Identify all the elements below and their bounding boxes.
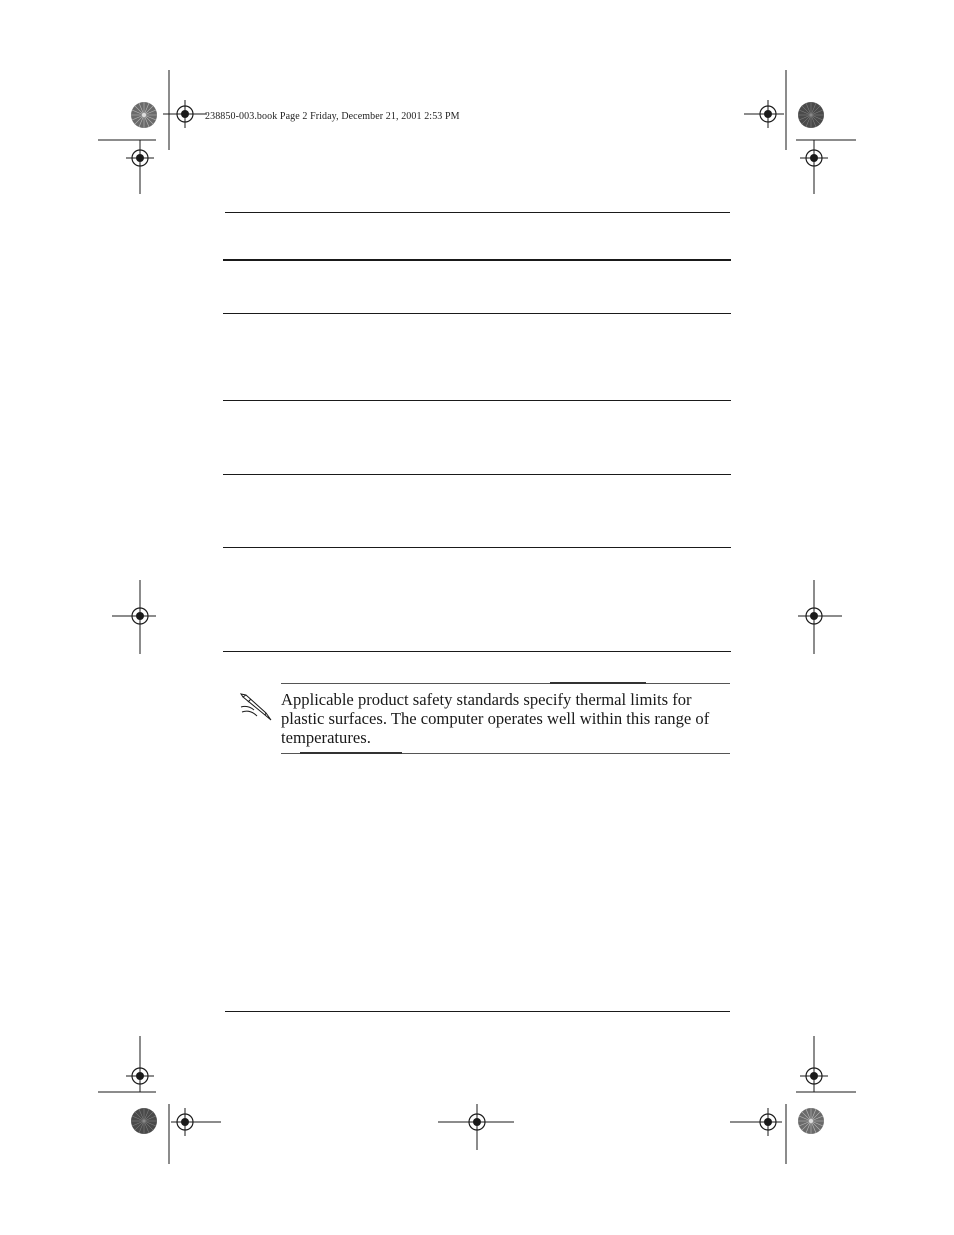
table-row-divider: [223, 547, 731, 548]
table-row-divider: [223, 400, 731, 401]
registration-mark-right-upper: [796, 136, 858, 196]
registration-mark-right-middle: [798, 580, 846, 656]
starburst-mark-bottom-left: [130, 1107, 158, 1135]
starburst-mark-top-left: [130, 101, 158, 129]
registration-mark-top-right: [744, 66, 792, 154]
note-bottom-rule-accent: [300, 752, 402, 754]
pencil-note-icon: [240, 693, 274, 723]
header-rule: [225, 212, 730, 213]
print-slug: 238850-003.book Page 2 Friday, December 21, 2001 2:53 PM: [205, 111, 460, 122]
registration-mark-left-lower: [98, 1036, 158, 1096]
footer-rule: [225, 1011, 730, 1012]
note-top-rule: [281, 683, 730, 684]
registration-mark-bottom-center: [438, 1098, 516, 1154]
table-top-rule: [223, 259, 731, 261]
registration-mark-left-middle: [110, 580, 158, 656]
registration-mark-left-upper: [98, 136, 158, 196]
table-row-divider: [223, 474, 731, 475]
registration-mark-bottom-left: [163, 1098, 223, 1168]
note-top-rule-accent: [550, 682, 646, 684]
starburst-mark-top-right: [797, 101, 825, 129]
registration-mark-bottom-right: [728, 1098, 792, 1168]
table-row-divider: [223, 313, 731, 314]
starburst-mark-bottom-right: [797, 1107, 825, 1135]
registration-mark-top-left: [163, 66, 207, 154]
registration-mark-right-lower: [796, 1036, 858, 1096]
table-bottom-rule: [223, 651, 731, 652]
note-text: Applicable product safety standards specify thermal limits for plastic surfaces. The computer operates well within this range of temperatures.: [281, 690, 710, 747]
